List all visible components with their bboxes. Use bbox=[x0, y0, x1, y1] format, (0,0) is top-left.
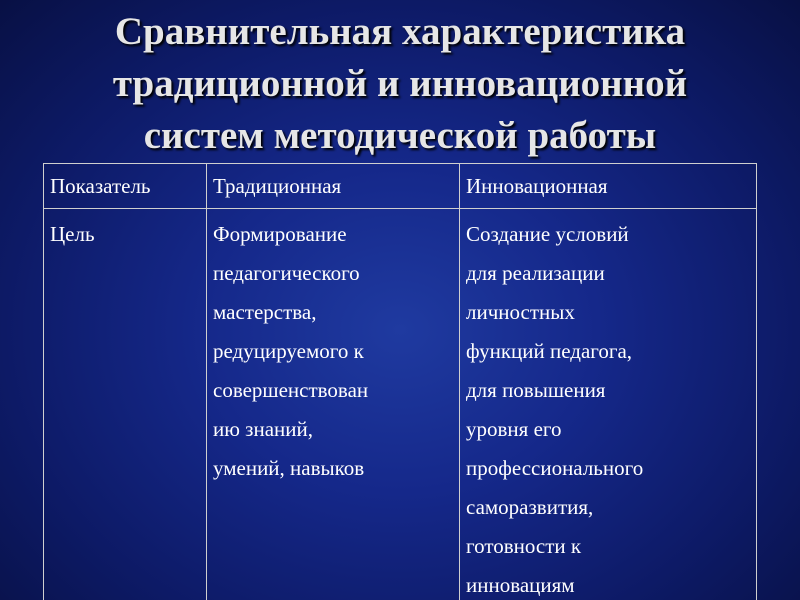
header-innovative: Инновационная bbox=[460, 164, 757, 209]
innovative-line: готовности к bbox=[466, 534, 582, 558]
innovative-line: профессионального bbox=[466, 456, 644, 480]
cell-traditional bbox=[207, 209, 460, 600]
traditional-line: мастерства, bbox=[213, 300, 317, 324]
innovative-line: саморазвития, bbox=[466, 495, 594, 519]
traditional-line: ию знаний, bbox=[213, 417, 313, 441]
cell-indicator bbox=[44, 209, 207, 600]
slide-title-line-1: Сравнительная характеристика bbox=[114, 10, 686, 53]
innovative-line: функций педагога, bbox=[466, 339, 633, 363]
table-row bbox=[44, 209, 757, 600]
innovative-line: для повышения bbox=[466, 378, 606, 402]
traditional-line: умений, навыков bbox=[213, 456, 365, 480]
slide-title-line-3: систем методической работы bbox=[143, 114, 657, 157]
header-traditional: Традиционная bbox=[207, 164, 460, 209]
table-header-row bbox=[44, 164, 757, 209]
comparison-table bbox=[43, 163, 757, 600]
traditional-line: Формирование bbox=[213, 222, 347, 246]
innovative-line: для реализации bbox=[466, 261, 605, 285]
slide-title bbox=[0, 6, 800, 162]
innovative-line: Создание условий bbox=[466, 222, 629, 246]
cell-innovative bbox=[460, 209, 757, 600]
cell-indicator-text: Цель bbox=[50, 222, 95, 246]
header-indicator: Показатель bbox=[44, 164, 207, 209]
innovative-line: личностных bbox=[466, 300, 575, 324]
innovative-line: инновациям bbox=[466, 573, 575, 597]
innovative-line: уровня его bbox=[466, 417, 562, 441]
traditional-line: редуцируемого к bbox=[213, 339, 364, 363]
slide-title-line-2: традиционной и инновационной bbox=[112, 62, 688, 105]
traditional-line: совершенствован bbox=[213, 378, 369, 402]
traditional-line: педагогического bbox=[213, 261, 360, 285]
